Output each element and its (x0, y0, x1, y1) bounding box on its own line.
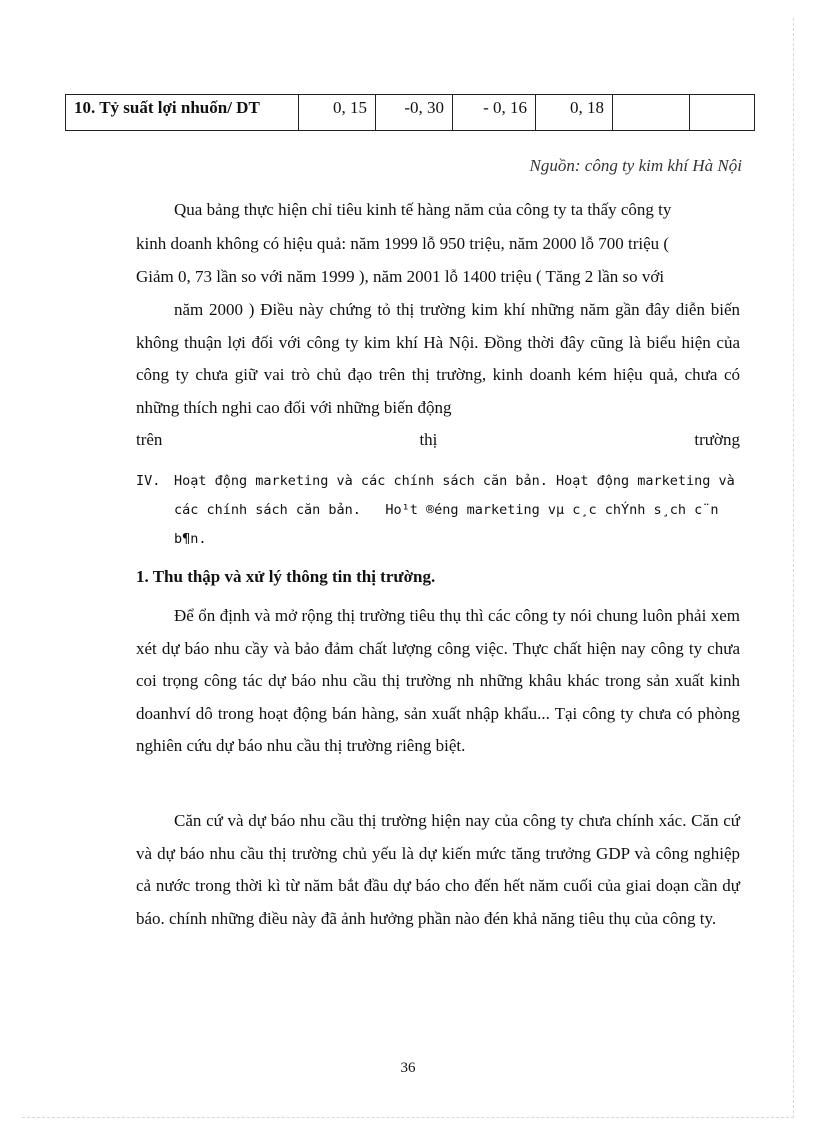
word: trường (694, 430, 740, 449)
table-row-label: 10. Tỷ suất lợi nhuốn/ DT (66, 95, 299, 131)
paragraph-line: Qua bảng thực hiện chỉ tiêu kinh tế hàng năm của công ty ta thấy công ty (174, 200, 672, 219)
paragraph-line: kinh doanh không có hiệu quả: năm 1999 lỗ 950 triệu, năm 2000 lỗ 700 triệu ( (136, 233, 670, 253)
paragraph-forecast (136, 805, 740, 935)
table-cell (690, 95, 755, 131)
paragraph-market (136, 294, 740, 457)
paragraph-last-line (136, 424, 740, 457)
paragraph-research (136, 600, 740, 763)
table-row (66, 95, 755, 131)
heading-number: IV. (136, 473, 161, 489)
heading-iv (136, 467, 740, 554)
paragraph-summary (136, 193, 740, 294)
table-cell: 0, 15 (299, 95, 376, 131)
table-cell (613, 95, 690, 131)
indicator-table (65, 94, 755, 131)
page-number: 36 (400, 1060, 416, 1076)
word: thị (419, 430, 438, 449)
paragraph-text: Để ổn định và mở rộng thị trường tiêu thụ thì các công ty nói chung luôn phải xem xét dự báo nhu cầy và bảo đảm chất lượng công việc. Thực chất hiện nay công ty chưa coi trọng công tác dự báo nhu cầu thị trường nh những khâu khác trong sản xuất kinh doanhví dô trong hoạt động bán hàng, sản xuất nhập khẩu... Tại công ty chưa có phòng nghiên cứu dự báo nhu cầu thị trường riêng biệt. (136, 606, 740, 755)
heading-line: b¶n. (174, 531, 207, 547)
table-cell: 0, 18 (536, 95, 613, 131)
source-note: Nguồn: công ty kim khí Hà Nội (529, 156, 742, 175)
table-cell: - 0, 16 (453, 95, 536, 131)
paragraph-text: Căn cứ và dự báo nhu cầu thị trường hiện nay của công ty chưa chính xác. Căn cứ và dự báo nhu cầu thị trường chủ yếu là dự kiến mức tăng trưởng GDP và công nghiệp cả nước trong thời kì từ năm bắt đầu dự báo cho đến hết năm cuối của giai doạn cần dự báo. chính những điều này đã ảnh hưởng phần nào đén khả năng tiêu thụ của công ty. (136, 811, 740, 928)
paragraph-line: Giảm 0, 73 lần so với năm 1999 ), năm 2001 lỗ 1400 triệu ( Tăng 2 lần so với (136, 267, 665, 286)
table-cell: -0, 30 (376, 95, 453, 131)
heading-line: các chính sách căn bản. Ho¹t ®éng marketing vµ c¸c chÝnh s¸ch c¨n (174, 502, 719, 518)
paragraph-text: năm 2000 ) Điều này chứng tỏ thị trường kim khí những năm gần đây diễn biến không thuận lợi đối với công ty kim khí Hà Nội. Đồng thời đây cũng là biểu hiện của công ty chưa giữ vai trò chủ đạo trên thị trường, kinh doanh kém hiệu quả, chưa có những thích nghi cao đối với những biến động (136, 300, 740, 417)
heading-line: Hoạt động marketing và các chính sách căn bản. Hoạt động marketing và (174, 473, 735, 489)
word: trên (136, 430, 163, 449)
section-heading: 1. Thu thập và xử lý thông tin thị trường. (136, 567, 436, 586)
